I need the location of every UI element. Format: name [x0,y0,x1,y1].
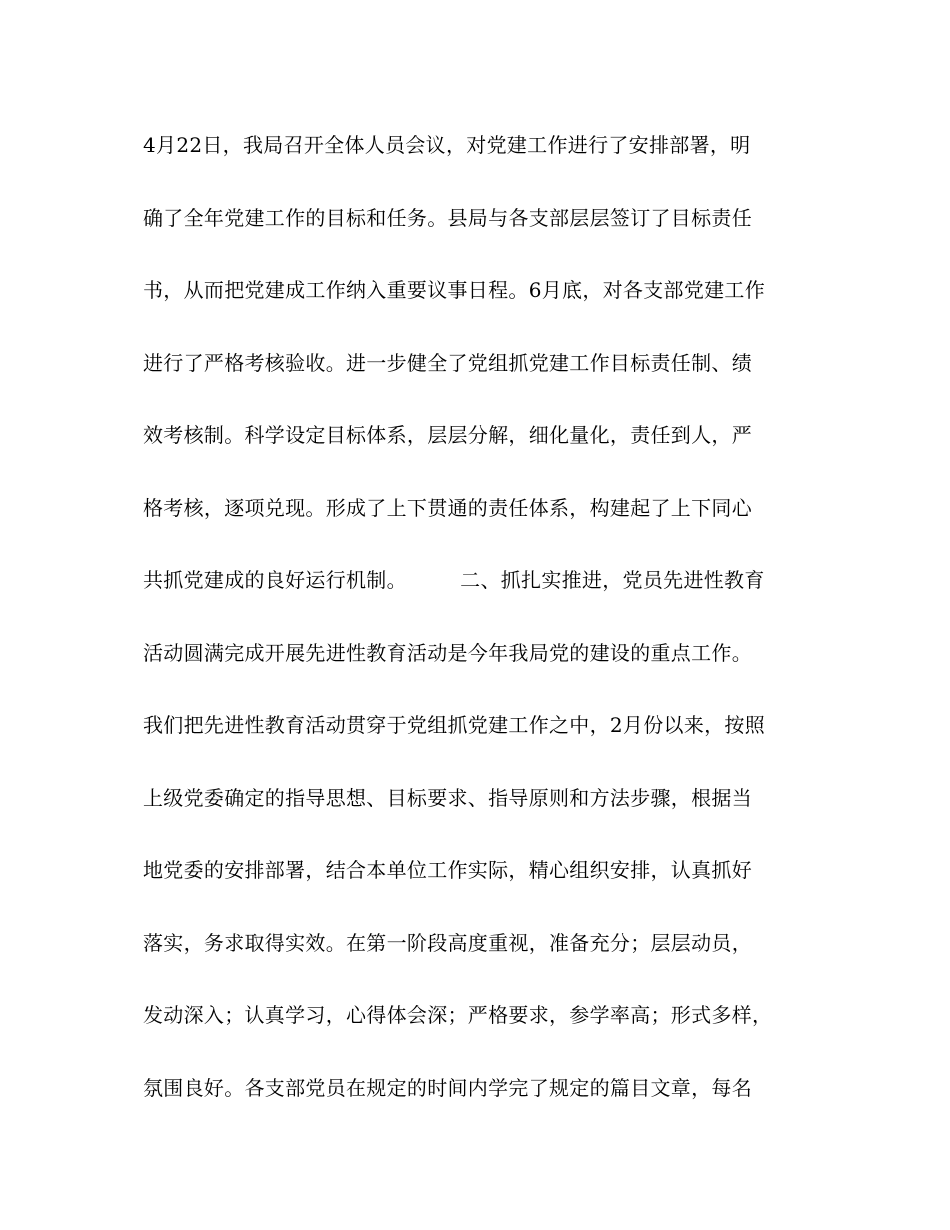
text-line: 地党委的安排部署，结合本单位工作实际，精心组织安排，认真抓好 [143,858,752,882]
text-line: 发动深入；认真学习，心得体会深；严格要求，参学率高；形式多样， [143,1003,773,1027]
text-line: 共抓党建成的良好运行机制。 二、抓扎实推进，党员先进性教育 [143,568,765,592]
text-line: 我们把先进性教育活动贯穿于党组抓党建工作之中，2月份以来，按照 [143,713,766,737]
text-line: 进行了严格考核验收。进一步健全了党组抓党建工作目标责任制、绩 [143,350,752,375]
body-text [143,127,823,1142]
text-line: 效考核制。科学设定目标体系，层层分解，细化量化，责任到人，严 [143,423,752,447]
text-line: 落实，务求取得实效。在第一阶段高度重视，准备充分；层层动员， [143,930,752,955]
text-line: 格考核，逐项兑现。形成了上下贯通的责任体系，构建起了上下同心 [143,495,752,520]
text-line: 书，从而把党建成工作纳入重要议事日程。6月底，对各支部党建工作 [143,278,766,302]
text-line: 上级党委确定的指导思想、目标要求、指导原则和方法步骤，根据当 [143,785,752,810]
text-line: 活动圆满完成开展先进性教育活动是今年我局党的建设的重点工作。 [143,640,752,665]
text-line: 氛围良好。各支部党员在规定的时间内学完了规定的篇目文章，每名 [143,1075,752,1100]
text-line: 确了全年党建工作的目标和任务。县局与各支部层层签订了目标责任 [143,205,752,230]
text-line: 4月22日，我局召开全体人员会议，对党建工作进行了安排部署，明 [143,133,751,157]
